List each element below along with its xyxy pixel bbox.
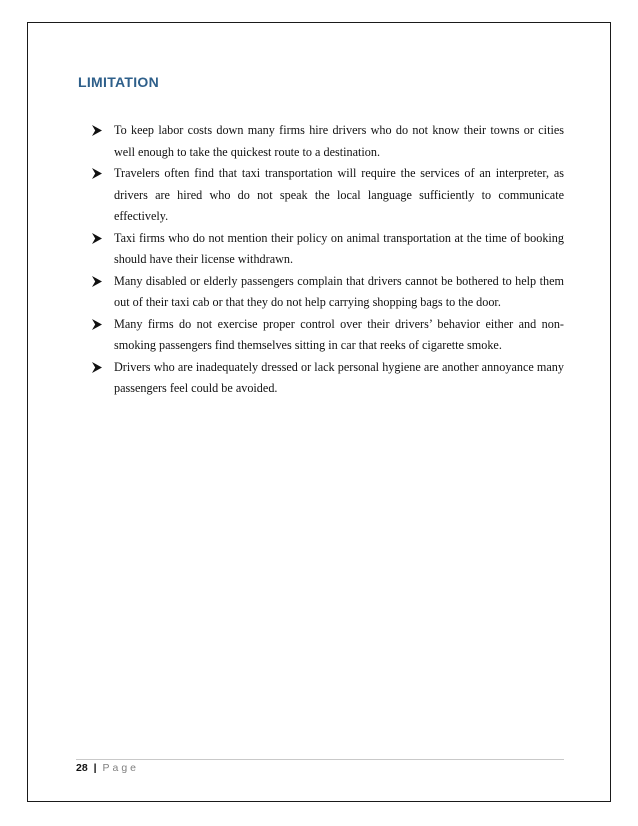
section-heading: LIMITATION xyxy=(78,74,160,90)
page-number: 28 xyxy=(76,762,88,774)
list-item xyxy=(92,228,564,271)
list-item xyxy=(92,314,564,357)
footer-rule xyxy=(76,759,564,760)
page-footer xyxy=(76,762,139,774)
arrowhead-bullet-icon xyxy=(92,271,106,293)
arrowhead-bullet-icon xyxy=(92,314,106,336)
list-item xyxy=(92,357,564,400)
list-item-text: To keep labor costs down many firms hire drivers who do not know their towns or cities well enough to take the quickest route to a destination. xyxy=(114,123,564,159)
list-item-text: Travelers often find that taxi transportation will require the services of an interpreter, as drivers are hired who do not speak the local language sufficiently to communicate effectively. xyxy=(114,166,564,223)
footer-separator: | xyxy=(93,762,97,774)
list-item-text: Taxi firms who do not mention their policy on animal transportation at the time of booking should have their license withdrawn. xyxy=(114,230,564,266)
list-item xyxy=(92,120,564,163)
list-item xyxy=(92,271,564,314)
arrowhead-bullet-icon xyxy=(92,120,106,142)
list-item-text: Many disabled or elderly passengers complain that drivers cannot be bothered to help them out of their taxi cab or that they do not help carrying shopping bags to the door. xyxy=(114,273,564,309)
list-item-text: Drivers who are inadequately dressed or lack personal hygiene are another annoyance many passengers feel could be avoided. xyxy=(114,359,564,395)
list-item-text: Many firms do not exercise proper control over their drivers’ behavior either and non-smoking passengers find themselves sitting in car that reeks of cigarette smoke. xyxy=(114,316,564,352)
arrowhead-bullet-icon xyxy=(92,163,106,185)
arrowhead-bullet-icon xyxy=(92,228,106,250)
page-word: Page xyxy=(102,762,140,774)
list-item xyxy=(92,163,564,228)
limitations-list xyxy=(92,120,564,400)
arrowhead-bullet-icon xyxy=(92,357,106,379)
